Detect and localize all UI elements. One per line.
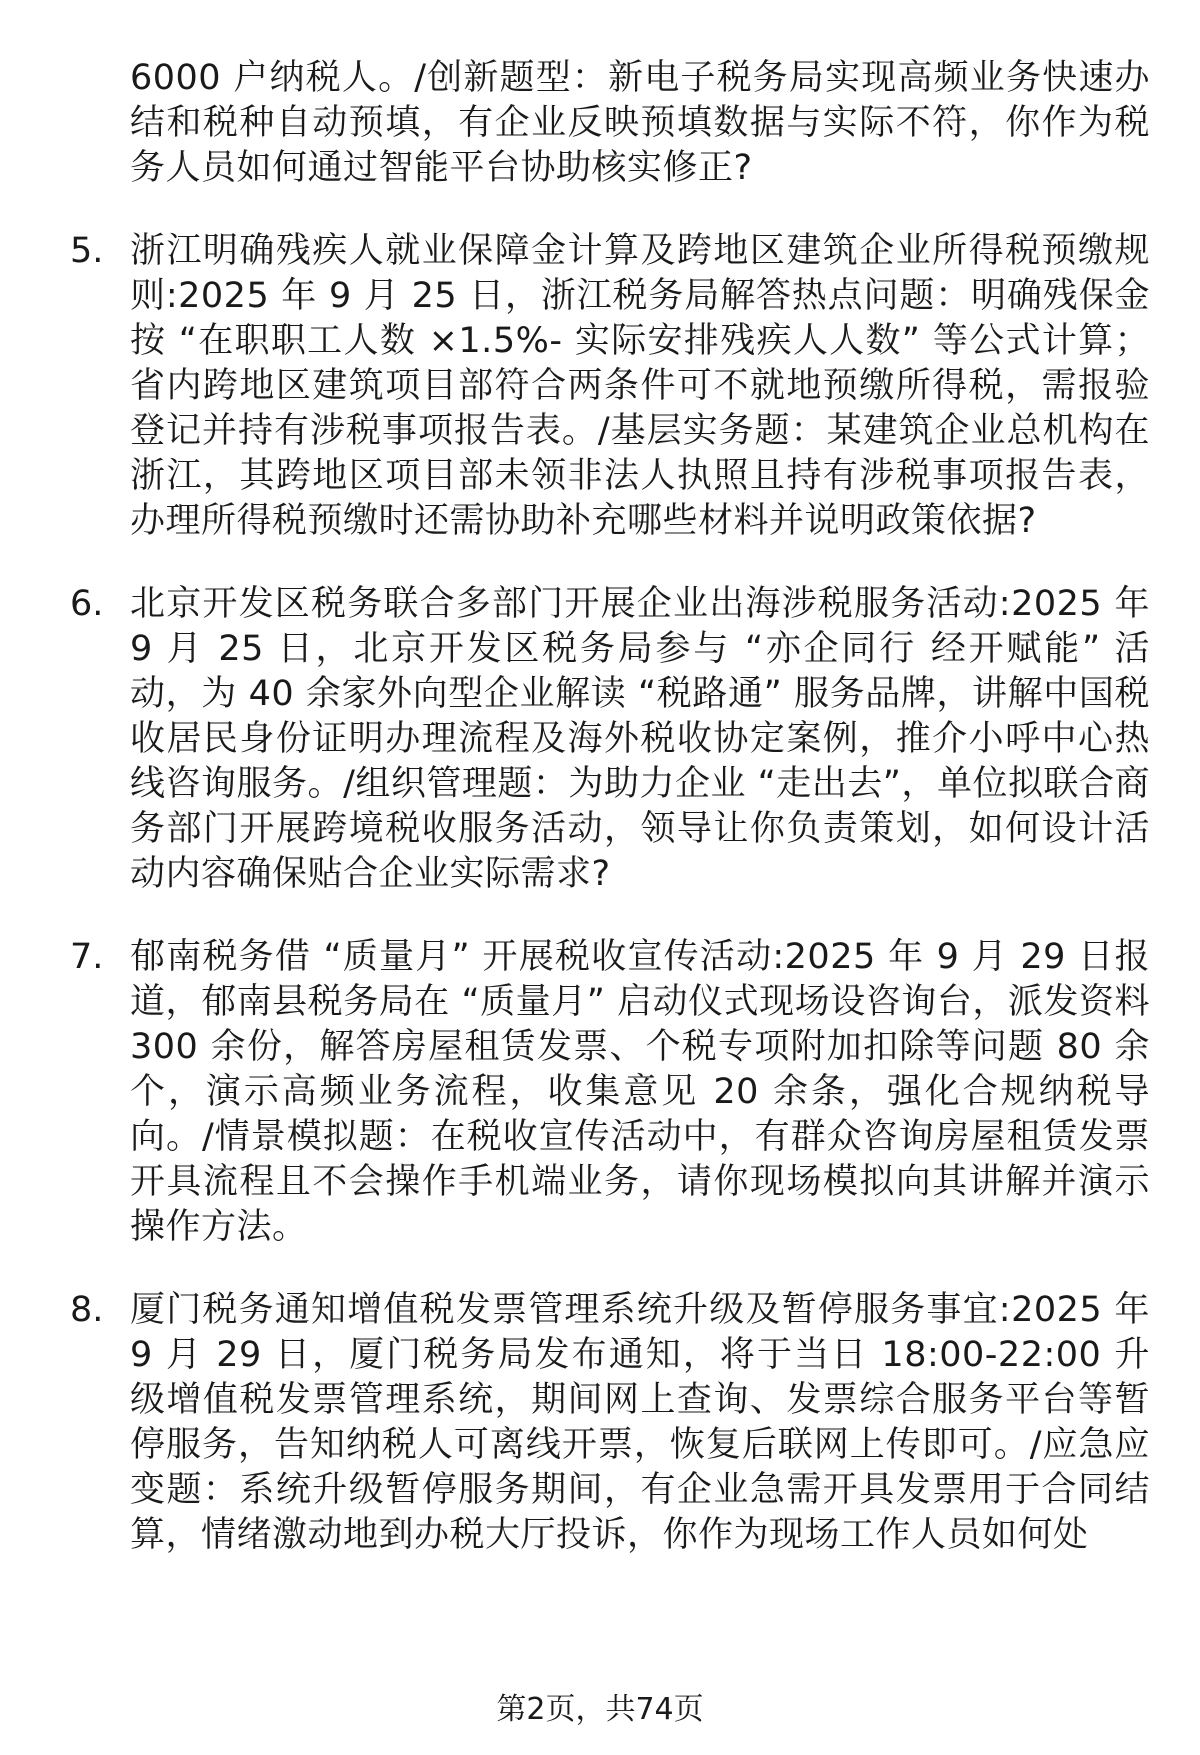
list-item-text: 厦门税务通知增值税发票管理系统升级及暂停服务事宜:2025 年 9 月 29 日，厦门税务局发布通知，将于当日 18:00-22:00 升级增值税发票管理系统，期间网上查询、发票综合服务平台等暂停服务，告知纳税人可离线开票，恢复后联网上传即可。/应急应变题：系统升级暂停服务期间，有企业急需开具发票用于合同结算，情绪激动地到办税大厅投诉，你作为现场工作人员如何处 [130, 1290, 1150, 1555]
list-item-6 [70, 582, 1150, 897]
page-number-footer: 第2页，共74页 [496, 1692, 704, 1727]
list-item-text: 北京开发区税务联合多部门开展企业出海涉税服务活动:2025 年 9 月 25 日，北京开发区税务局参与 “亦企同行 经开赋能” 活动，为 40 余家外向型企业解读 “税路通” 服务品牌，讲解中国税收居民身份证明办理流程及海外税收协定案例，推介小呼中心热线咨询服务。/组织管理题：为助力企业 “走出去”，单位拟联合商务部门开展跨境税收服务活动，领导让你负责策划，如何设计活动内容确保贴合企业实际需求? [130, 584, 1150, 894]
list-item-number: 5. [70, 231, 104, 271]
document-body [0, 56, 1200, 1558]
list-item-number: 8. [70, 1290, 104, 1330]
list-item-7 [70, 935, 1150, 1250]
list-item-8 [70, 1288, 1150, 1558]
list-item-number: 7. [70, 937, 104, 977]
lead-paragraph: 6000 户纳税人。/创新题型：新电子税务局实现高频业务快速办结和税种自动预填，有企业反映预填数据与实际不符，你作为税务人员如何通过智能平台协助核实修正? [130, 58, 1150, 188]
list-item-number: 6. [70, 584, 104, 624]
list-item-5 [70, 229, 1150, 544]
list-item-text: 浙江明确残疾人就业保障金计算及跨地区建筑企业所得税预缴规则:2025 年 9 月 25 日，浙江税务局解答热点问题：明确残保金按 “在职职工人数 ×1.5%- 实际安排残疾人人数” 等公式计算；省内跨地区建筑项目部符合两条件可不就地预缴所得税，需报验登记并持有涉税事项报告表。/基层实务题：某建筑企业总机构在浙江，其跨地区项目部未领非法人执照且持有涉税事项报告表，办理所得税预缴时还需协助补充哪些材料并说明政策依据? [130, 231, 1150, 541]
list-item-text: 郁南税务借 “质量月” 开展税收宣传活动:2025 年 9 月 29 日报道，郁南县税务局在 “质量月” 启动仪式现场设咨询台，派发资料 300 余份，解答房屋租赁发票、个税专项附加扣除等问题 80 余个，演示高频业务流程，收集意见 20 余条，强化合规纳税导向。/情景模拟题：在税收宣传活动中，有群众咨询房屋租赁发票开具流程且不会操作手机端业务，请你现场模拟向其讲解并演示操作方法。 [130, 937, 1150, 1247]
